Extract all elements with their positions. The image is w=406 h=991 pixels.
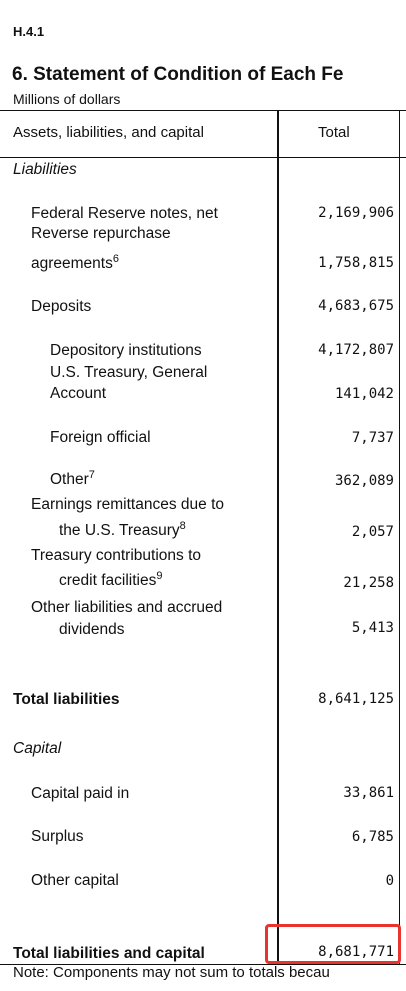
row-value-total-liabilities: 8,641,125	[318, 691, 394, 707]
row-value-other: 362,089	[334, 473, 394, 489]
row-value-foreign-official: 7,737	[351, 430, 394, 446]
row-value-total-liabilities-capital: 8,681,771	[318, 944, 394, 960]
row-label-other-capital: Other capital	[31, 872, 119, 889]
row-value-frn: 2,169,906	[318, 205, 394, 221]
row-value-deposits: 4,683,675	[318, 298, 394, 314]
row-value-ola: 5,413	[351, 620, 394, 636]
row-label-tcc-line1: Treasury contributions to	[31, 547, 202, 564]
row-value-rrp: 1,758,815	[318, 255, 394, 271]
row-value-tcc: 21,258	[343, 575, 394, 591]
row-label-frn: Federal Reserve notes, net	[31, 205, 218, 222]
row-value-earnings: 2,057	[351, 524, 394, 540]
units-subtitle: Millions of dollars	[13, 91, 121, 107]
row-label-earnings-line1: Earnings remittances due to	[31, 496, 224, 513]
row-value-capital-paid-in: 33,861	[343, 785, 394, 801]
row-label-other: Other$^7$	[50, 468, 95, 488]
section-capital: Capital	[13, 740, 62, 757]
header-bottom-rule	[0, 157, 406, 158]
footnote-7: 7	[88, 468, 95, 481]
row-label-deposits: Deposits	[31, 298, 92, 315]
row-label-earnings-line2: the U.S. Treasury$^8$	[59, 519, 186, 539]
column-header-total: Total	[318, 124, 350, 141]
table-title: 6. Statement of Condition of Each Fe	[12, 64, 344, 85]
highlight-box	[265, 924, 401, 964]
row-value-depository-institutions: 4,172,807	[318, 342, 394, 358]
document-code: H.4.1	[13, 24, 45, 39]
column-header-label: Assets, liabilities, and capital	[13, 124, 204, 141]
row-label-ola-line2: dividends	[59, 621, 125, 638]
footnote-9: 9	[156, 569, 163, 582]
row-label-total-liabilities: Total liabilities	[13, 691, 120, 708]
row-label-ola-line1: Other liabilities and accrued	[31, 599, 223, 616]
row-label-tcc-line2: credit facilities$^9$	[59, 569, 163, 589]
column-divider-right	[399, 110, 400, 965]
section-liabilities: Liabilities	[13, 161, 77, 178]
row-value-surplus: 6,785	[351, 829, 394, 845]
row-label-capital-paid-in: Capital paid in	[31, 785, 130, 802]
row-label-foreign-official: Foreign official	[50, 429, 151, 446]
row-value-other-capital: 0	[385, 873, 394, 889]
row-label-surplus: Surplus	[31, 828, 84, 845]
footnote-6: 6	[112, 252, 119, 265]
row-label-ust-line2: Account	[50, 385, 107, 402]
row-value-ust: 141,042	[334, 386, 394, 402]
table-top-rule	[0, 110, 406, 111]
table-note: Note: Components may not sum to totals becau	[13, 964, 330, 981]
row-label-total-liabilities-capital: Total liabilities and capital	[13, 945, 205, 962]
row-label-rrp-line2: agreements$^6$	[31, 252, 119, 272]
row-label-ust-line1: U.S. Treasury, General	[50, 364, 208, 381]
footnote-8: 8	[179, 519, 186, 532]
row-label-depository-institutions: Depository institutions	[50, 342, 202, 359]
row-label-rrp-line1: Reverse repurchase	[31, 225, 171, 242]
column-divider	[277, 110, 279, 965]
